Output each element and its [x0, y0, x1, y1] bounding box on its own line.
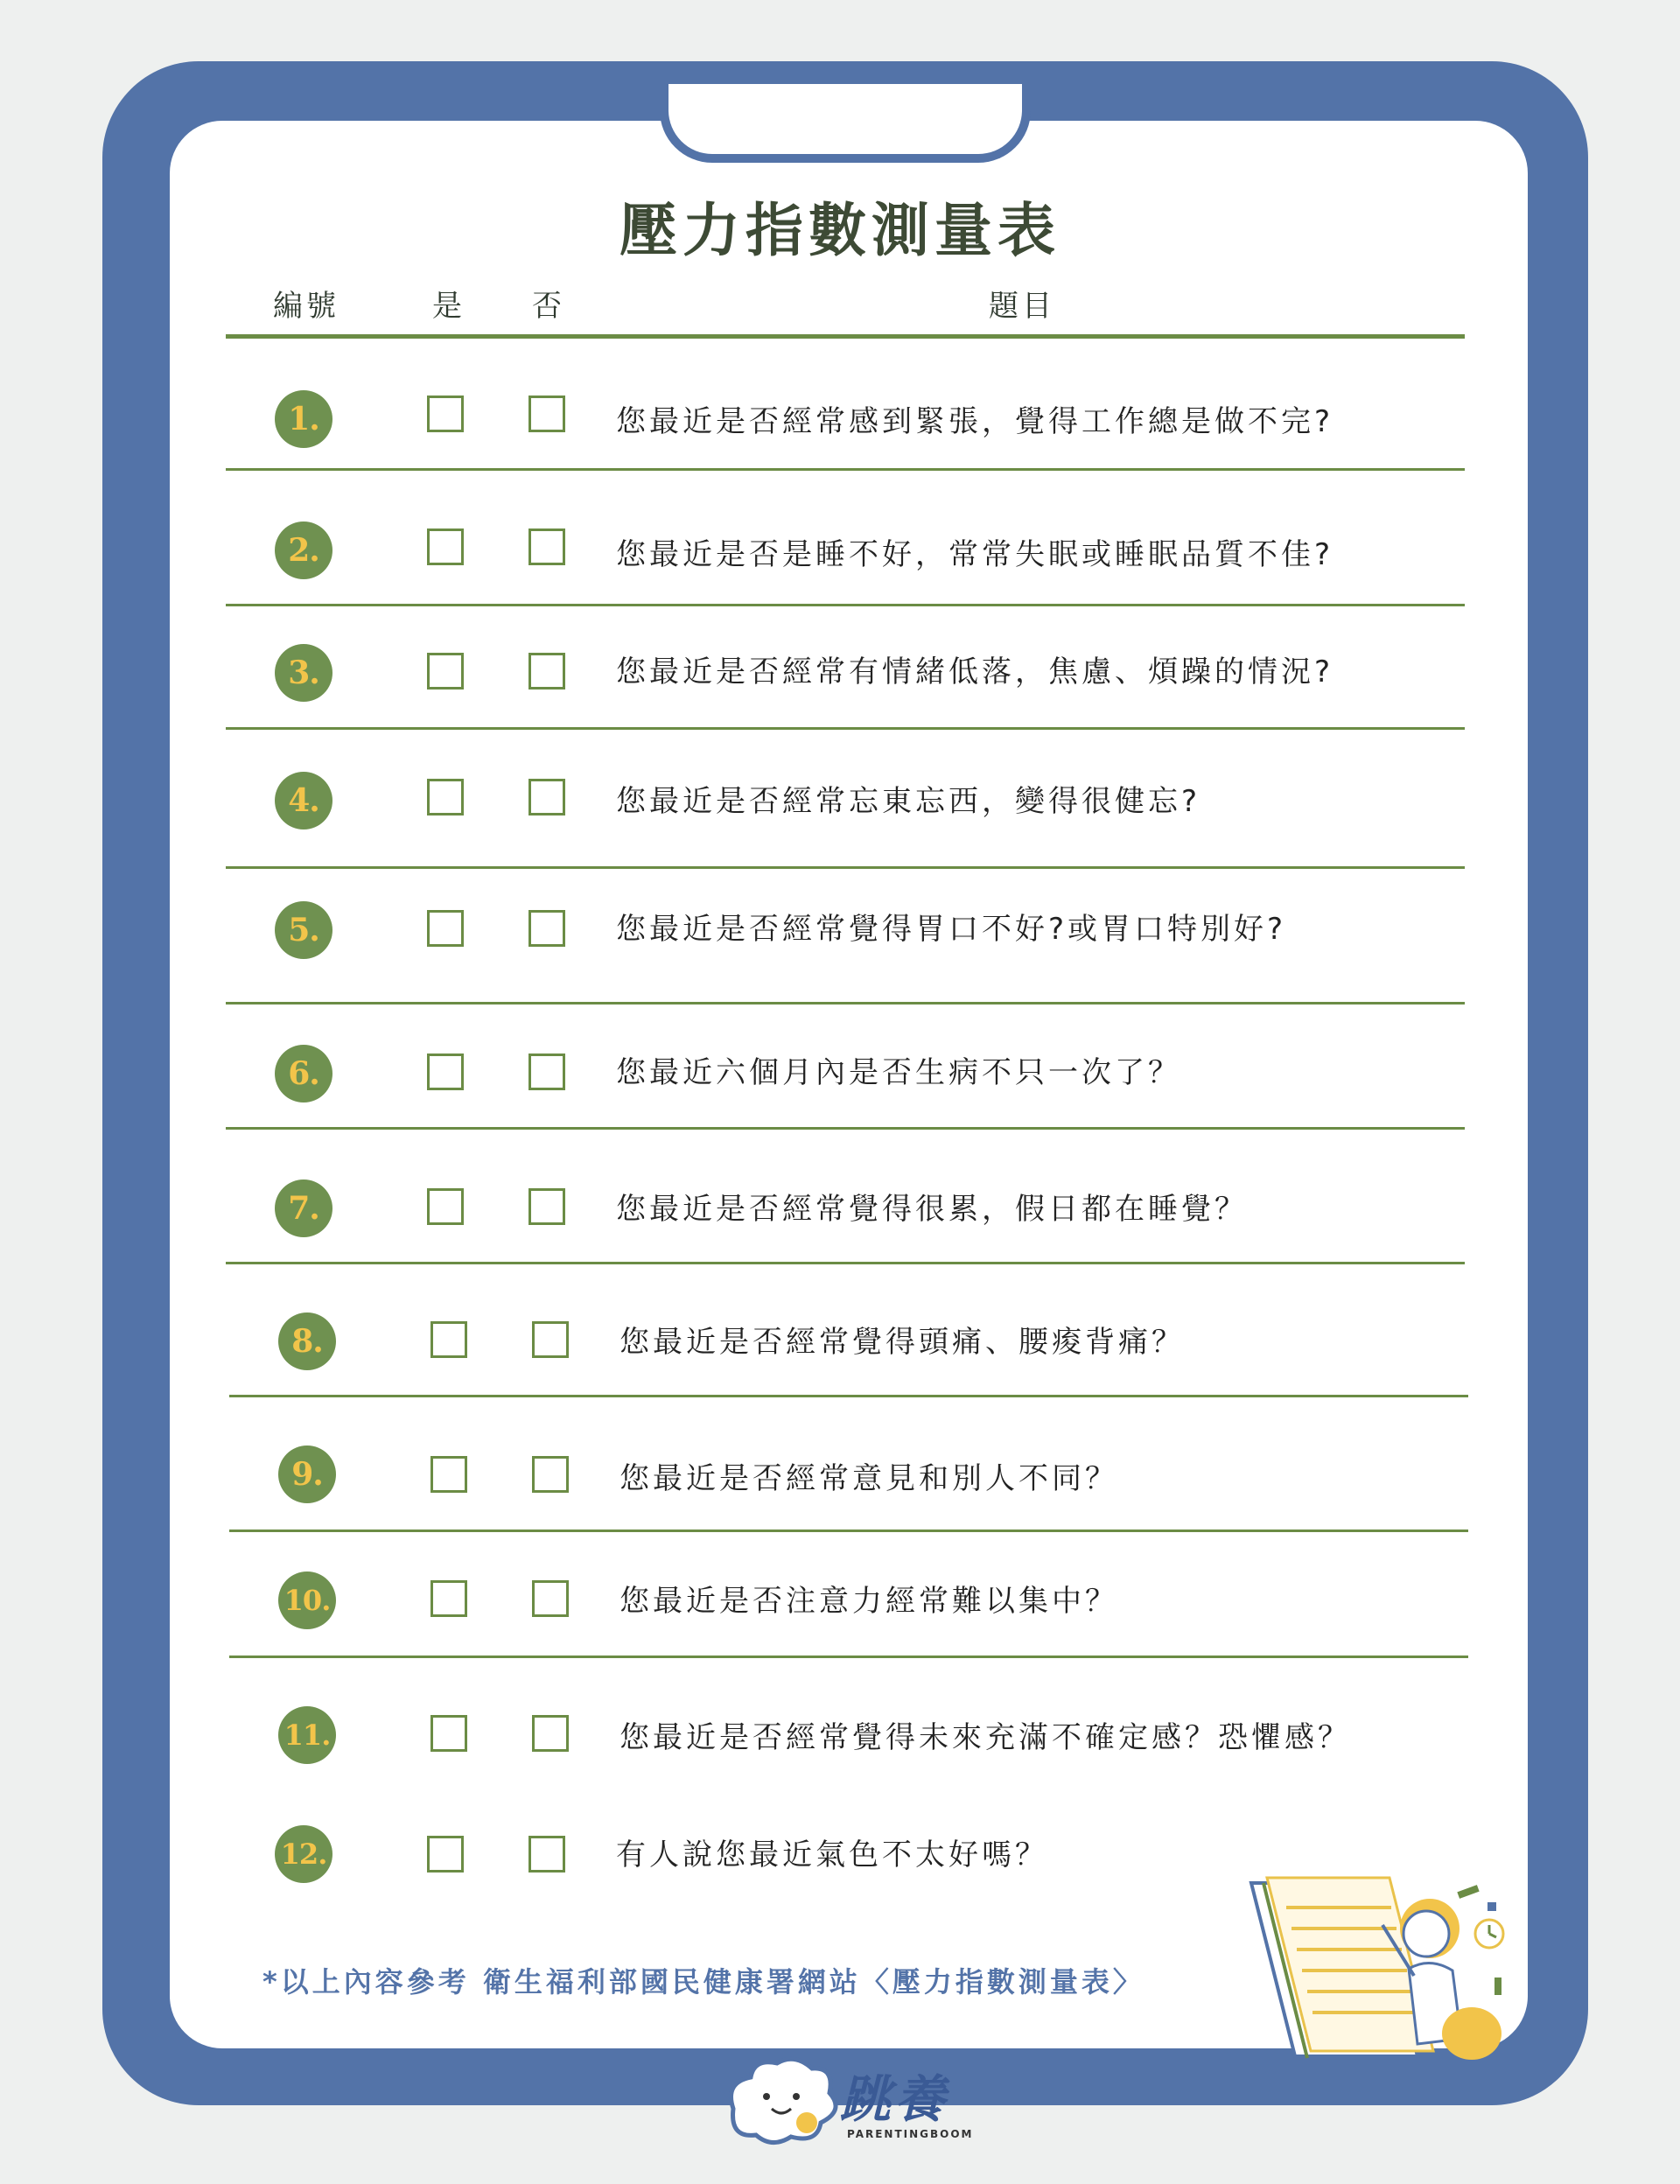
- question-text: 您最近是否經常覺得未來充滿不確定感？恐懼感？: [620, 1720, 1351, 1755]
- row-divider: [226, 604, 1465, 606]
- no-checkbox[interactable]: [532, 1456, 569, 1493]
- no-checkbox[interactable]: [528, 779, 565, 816]
- yes-checkbox[interactable]: [430, 1715, 467, 1752]
- clock-icon: [1475, 1920, 1503, 1948]
- yes-checkbox[interactable]: [427, 528, 464, 565]
- question-text: 您最近是否經常覺得胃口不好?或胃口特別好?: [616, 912, 1287, 947]
- row-divider: [229, 1530, 1468, 1532]
- no-checkbox[interactable]: [528, 1836, 565, 1872]
- no-checkbox[interactable]: [528, 528, 565, 565]
- yes-checkbox[interactable]: [427, 779, 464, 816]
- row-divider: [226, 468, 1465, 471]
- question-text: 您最近是否注意力經常難以集中？: [620, 1584, 1118, 1619]
- row-divider: [226, 1127, 1465, 1130]
- question-number-badge: 12.: [275, 1825, 332, 1883]
- yes-checkbox[interactable]: [430, 1456, 467, 1493]
- question-text: 有人說您最近氣色不太好嗎？: [616, 1838, 1048, 1872]
- header-no: 否: [532, 289, 565, 324]
- question-text: 您最近六個月內是否生病不只一次了？: [616, 1055, 1181, 1090]
- no-checkbox[interactable]: [532, 1580, 569, 1617]
- yes-checkbox[interactable]: [427, 910, 464, 947]
- header-question: 題目: [989, 289, 1055, 324]
- row-divider: [226, 1002, 1465, 1004]
- question-number-badge: 6.: [275, 1045, 332, 1102]
- yes-checkbox[interactable]: [427, 1054, 464, 1090]
- row-divider: [229, 1395, 1468, 1397]
- header-divider: [226, 334, 1465, 339]
- no-checkbox[interactable]: [528, 1188, 565, 1225]
- yes-checkbox[interactable]: [427, 1188, 464, 1225]
- question-text: 您最近是否經常意見和別人不同？: [620, 1461, 1118, 1496]
- question-text: 您最近是否經常忘東忘西，變得很健忘?: [616, 784, 1201, 819]
- header-number: 編號: [273, 289, 340, 324]
- question-text: 您最近是否經常覺得很累，假日都在睡覺？: [616, 1192, 1248, 1227]
- question-number-badge: 8.: [278, 1312, 336, 1370]
- footnote: *以上內容參考 衛生福利部國民健康署網站〈壓力指數測量表〉: [262, 1965, 1144, 1998]
- question-text: 您最近是否經常有情緒低落，焦慮、煩躁的情況?: [616, 654, 1334, 690]
- question-number-badge: 10.: [278, 1572, 336, 1629]
- no-checkbox[interactable]: [528, 396, 565, 432]
- brand-subtitle: PARENTINGBOOM: [847, 2128, 974, 2140]
- yes-checkbox[interactable]: [427, 653, 464, 690]
- no-checkbox[interactable]: [528, 1054, 565, 1090]
- yes-checkbox[interactable]: [430, 1321, 467, 1358]
- question-text: 您最近是否是睡不好，常常失眠或睡眠品質不佳?: [616, 537, 1334, 572]
- no-checkbox[interactable]: [528, 910, 565, 947]
- no-checkbox[interactable]: [532, 1321, 569, 1358]
- question-number-badge: 4.: [275, 772, 332, 830]
- no-checkbox[interactable]: [528, 653, 565, 690]
- row-divider: [226, 727, 1465, 730]
- yes-checkbox[interactable]: [427, 396, 464, 432]
- question-number-badge: 2.: [275, 522, 332, 579]
- row-divider: [226, 866, 1465, 869]
- question-text: 您最近是否經常覺得頭痛、腰痠背痛？: [620, 1325, 1185, 1360]
- question-number-badge: 7.: [275, 1180, 332, 1237]
- question-text: 您最近是否經常感到緊張，覺得工作總是做不完?: [616, 404, 1334, 439]
- row-divider: [226, 1262, 1465, 1264]
- question-number-badge: 5.: [275, 901, 332, 959]
- header-yes: 是: [432, 289, 466, 324]
- row-divider: [229, 1656, 1468, 1658]
- question-number-badge: 9.: [278, 1446, 336, 1503]
- clipboard-clip: [660, 84, 1031, 163]
- brand-name: 跳養: [840, 2069, 949, 2129]
- no-checkbox[interactable]: [532, 1715, 569, 1752]
- yes-checkbox[interactable]: [430, 1580, 467, 1617]
- question-number-badge: 1.: [275, 390, 332, 448]
- paper-stack-icon: [1251, 1878, 1433, 2058]
- yes-checkbox[interactable]: [427, 1836, 464, 1872]
- question-number-badge: 11.: [278, 1706, 336, 1764]
- page-title: 壓力指數測量表: [620, 197, 1060, 264]
- illustration: [1242, 1872, 1522, 2065]
- question-number-badge: 3.: [275, 644, 332, 702]
